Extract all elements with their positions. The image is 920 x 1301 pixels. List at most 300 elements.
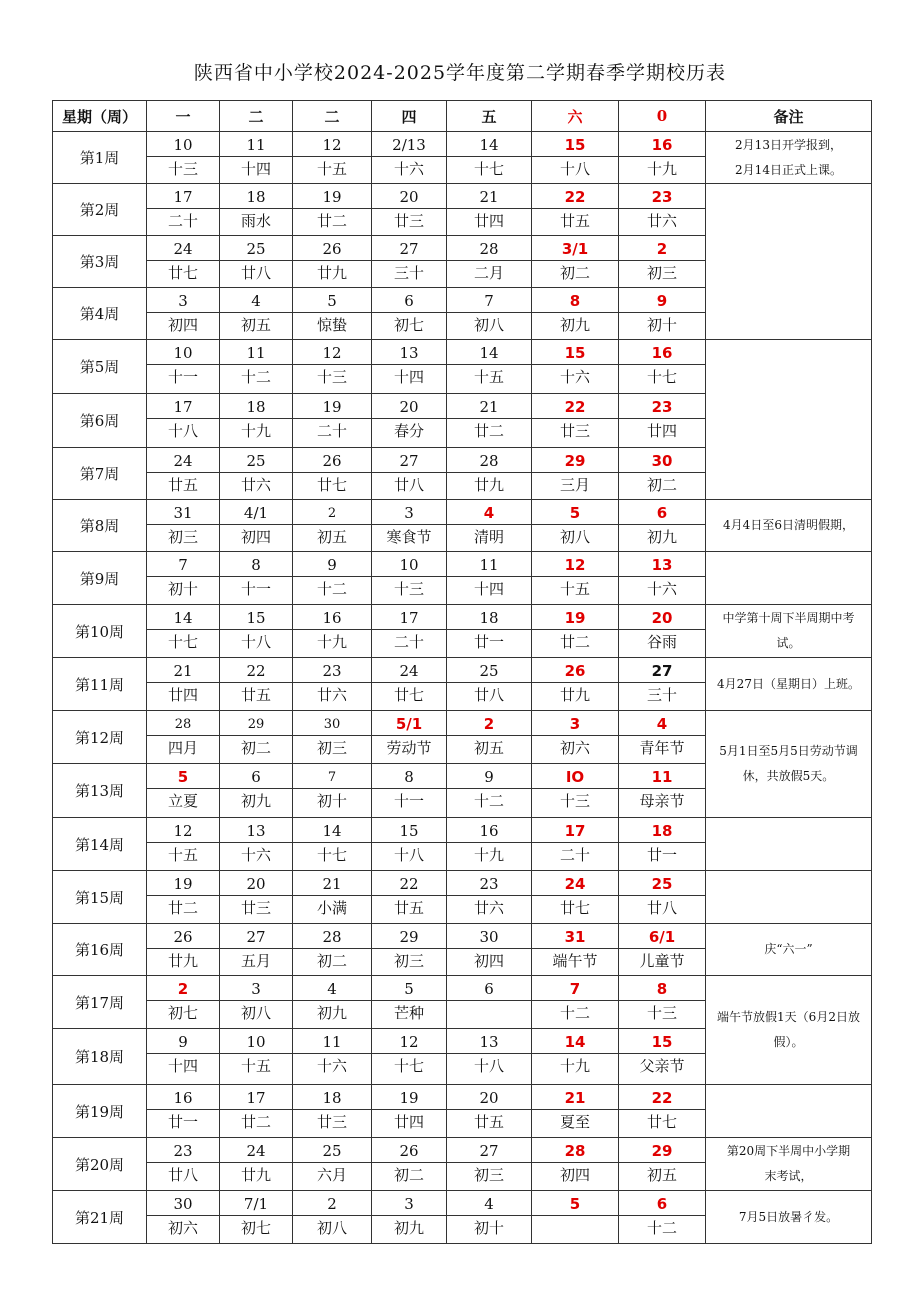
date-number: 2	[293, 1191, 371, 1216]
lunar-date: 三月	[559, 476, 590, 494]
day-cell	[293, 500, 372, 552]
lunar-date: 初十	[316, 792, 347, 810]
lunar-date: 十七	[646, 368, 677, 386]
week-row	[53, 605, 872, 658]
date-number: 13	[220, 818, 292, 843]
date-number: 6	[619, 1191, 705, 1216]
date-number: 11	[619, 764, 705, 789]
day-cell	[293, 340, 372, 394]
lunar-date: 廿二	[167, 899, 198, 917]
date-number: 29	[220, 711, 292, 736]
date-number: 18	[447, 605, 531, 630]
day-cell	[619, 924, 706, 976]
day-cell	[532, 1029, 619, 1085]
lunar-date: 劳动节	[386, 739, 432, 757]
date-number: 26	[293, 236, 371, 261]
date-number: 13	[619, 552, 705, 577]
day-cell	[293, 448, 372, 500]
lunar-date: 廿三	[393, 212, 424, 230]
note-cell: 2月13日开学报到， 2月14日正式上课。	[706, 132, 872, 184]
date-number: 31	[532, 924, 618, 949]
day-cell	[447, 871, 532, 924]
lunar-date: 三十	[646, 686, 677, 704]
day-cell	[372, 340, 447, 394]
day-cell	[220, 764, 293, 818]
date-number: 25	[220, 236, 292, 261]
lunar-date: 廿四	[393, 1113, 424, 1131]
date-number: 30	[147, 1191, 219, 1216]
date-number: 28	[293, 924, 371, 949]
day-cell	[220, 132, 293, 184]
lunar-date: 二十	[393, 633, 424, 651]
date-number: 16	[447, 818, 531, 843]
lunar-date: 廿五	[240, 686, 271, 704]
lunar-date: 十九	[473, 846, 504, 864]
lunar-date: 十四	[473, 580, 504, 598]
date-number: 23	[147, 1138, 219, 1163]
day-cell	[532, 394, 619, 448]
day-cell	[372, 976, 447, 1029]
date-number: 25	[447, 658, 531, 683]
note-cell	[706, 552, 872, 605]
date-number: 22	[220, 658, 292, 683]
day-cell	[619, 184, 706, 236]
day-cell	[372, 764, 447, 818]
date-number: 5	[293, 288, 371, 313]
day-cell	[532, 924, 619, 976]
day-cell	[147, 711, 220, 764]
date-number: 4	[619, 711, 705, 736]
date-number: 21	[447, 394, 531, 419]
lunar-date: 初五	[646, 1166, 677, 1184]
day-cell	[220, 658, 293, 711]
day-cell	[220, 1085, 293, 1138]
day-cell	[619, 711, 706, 764]
lunar-date: 廿六	[240, 476, 271, 494]
week-label: 第21周	[53, 1191, 147, 1244]
date-number: 15	[220, 605, 292, 630]
day-cell	[293, 288, 372, 340]
date-number: 4/1	[220, 500, 292, 525]
lunar-date: 廿八	[393, 476, 424, 494]
date-number: 14	[293, 818, 371, 843]
day-cell	[532, 818, 619, 871]
date-number: 17	[532, 818, 618, 843]
date-number: 7/1	[220, 1191, 292, 1216]
day-cell	[532, 976, 619, 1029]
week-row	[53, 1138, 872, 1191]
note-cell	[706, 818, 872, 871]
date-number: 7	[532, 976, 618, 1001]
lunar-date: 初八	[316, 1219, 347, 1237]
lunar-date: 廿六	[646, 212, 677, 230]
day-cell	[447, 605, 532, 658]
date-number: 21	[447, 184, 531, 209]
day-cell	[532, 605, 619, 658]
date-number: 12	[293, 132, 371, 157]
date-number: 16	[147, 1085, 219, 1110]
lunar-date: 初三	[167, 528, 198, 546]
lunar-date: 十七	[316, 846, 347, 864]
header-fri: 五	[447, 101, 532, 132]
header-wed: 二	[293, 101, 372, 132]
day-cell	[532, 288, 619, 340]
day-cell	[147, 448, 220, 500]
date-number: 4	[447, 500, 531, 525]
lunar-date: 十七	[393, 1057, 424, 1075]
date-number: 10	[147, 340, 219, 365]
day-cell	[447, 924, 532, 976]
week-label: 第1周	[53, 132, 147, 184]
lunar-date: 廿四	[473, 212, 504, 230]
lunar-date: 廿九	[559, 686, 590, 704]
day-cell	[532, 448, 619, 500]
day-cell	[293, 1085, 372, 1138]
date-number: 2	[619, 236, 705, 261]
day-cell	[147, 552, 220, 605]
week-row	[53, 552, 872, 605]
note-cell: 7月5日放暑彳发。	[706, 1191, 872, 1244]
date-number: 7	[447, 288, 531, 313]
week-label: 第8周	[53, 500, 147, 552]
day-cell	[532, 1085, 619, 1138]
day-cell	[220, 288, 293, 340]
lunar-date: 十二	[240, 368, 271, 386]
date-number: 18	[293, 1085, 371, 1110]
note-cell	[706, 184, 872, 340]
lunar-date	[532, 1216, 618, 1242]
lunar-date: 初九	[393, 1219, 424, 1237]
lunar-date: 立夏	[167, 792, 198, 810]
lunar-date: 端午节	[552, 952, 598, 970]
header-sun: 0	[619, 101, 706, 132]
day-cell	[532, 1191, 619, 1244]
day-cell	[372, 1191, 447, 1244]
day-cell	[147, 924, 220, 976]
date-number: 7	[293, 764, 371, 789]
day-cell	[372, 288, 447, 340]
day-cell	[619, 818, 706, 871]
date-number: 11	[220, 132, 292, 157]
lunar-date: 廿八	[473, 686, 504, 704]
lunar-date: 十八	[473, 1057, 504, 1075]
date-number: 18	[220, 394, 292, 419]
week-label: 第13周	[53, 764, 147, 818]
date-number: 10	[220, 1029, 292, 1054]
day-cell	[220, 818, 293, 871]
date-number: 5	[532, 500, 618, 525]
date-number: 15	[532, 132, 618, 157]
date-number: 8	[372, 764, 446, 789]
day-cell	[619, 448, 706, 500]
day-cell	[293, 1191, 372, 1244]
date-number: 25	[220, 448, 292, 473]
lunar-date: 二十	[167, 212, 198, 230]
day-cell	[147, 184, 220, 236]
lunar-date: 十六	[646, 580, 677, 598]
lunar-date: 母亲节	[639, 792, 685, 810]
lunar-date: 十八	[393, 846, 424, 864]
lunar-date: 初四	[559, 1166, 590, 1184]
day-cell	[372, 924, 447, 976]
day-cell	[293, 394, 372, 448]
date-number: 4	[293, 976, 371, 1001]
lunar-date: 初三	[393, 952, 424, 970]
date-number: 12	[372, 1029, 446, 1054]
date-number: 6	[220, 764, 292, 789]
lunar-date: 廿二	[316, 212, 347, 230]
date-number: 28	[532, 1138, 618, 1163]
day-cell	[220, 448, 293, 500]
lunar-date: 二月	[473, 264, 504, 282]
lunar-date: 小满	[316, 899, 347, 917]
day-cell	[293, 1029, 372, 1085]
date-number: 2/13	[372, 132, 446, 157]
date-number: 19	[532, 605, 618, 630]
day-cell	[372, 500, 447, 552]
lunar-date: 初三	[646, 264, 677, 282]
lunar-date: 廿一	[167, 1113, 198, 1131]
date-number: 23	[293, 658, 371, 683]
lunar-date: 廿五	[167, 476, 198, 494]
day-cell	[447, 1138, 532, 1191]
day-cell	[372, 711, 447, 764]
lunar-date: 十四	[167, 1057, 198, 1075]
date-number: 7	[147, 552, 219, 577]
date-number: 14	[147, 605, 219, 630]
day-cell	[447, 132, 532, 184]
day-cell	[532, 658, 619, 711]
date-number: 20	[220, 871, 292, 896]
week-row	[53, 658, 872, 711]
lunar-date: 十一	[240, 580, 271, 598]
lunar-date: 廿三	[559, 422, 590, 440]
day-cell	[372, 605, 447, 658]
lunar-date: 十五	[240, 1057, 271, 1075]
header-week: 星期（周）	[53, 101, 147, 132]
day-cell	[147, 976, 220, 1029]
lunar-date	[447, 1001, 531, 1027]
week-label: 第11周	[53, 658, 147, 711]
lunar-date: 廿七	[316, 476, 347, 494]
day-cell	[447, 340, 532, 394]
lunar-date: 十七	[473, 160, 504, 178]
day-cell	[372, 552, 447, 605]
day-cell	[619, 764, 706, 818]
lunar-date: 初二	[559, 264, 590, 282]
day-cell	[293, 924, 372, 976]
day-cell	[220, 340, 293, 394]
week-row	[53, 924, 872, 976]
date-number: 14	[532, 1029, 618, 1054]
week-label: 第15周	[53, 871, 147, 924]
week-row	[53, 711, 872, 764]
lunar-date: 十五	[167, 846, 198, 864]
day-cell	[293, 818, 372, 871]
date-number: 13	[447, 1029, 531, 1054]
day-cell	[447, 818, 532, 871]
date-number: 16	[619, 340, 705, 365]
lunar-date: 廿四	[646, 422, 677, 440]
day-cell	[447, 764, 532, 818]
week-row	[53, 976, 872, 1029]
date-number: 20	[619, 605, 705, 630]
day-cell	[147, 818, 220, 871]
date-number: 20	[447, 1085, 531, 1110]
week-label: 第9周	[53, 552, 147, 605]
week-label: 第19周	[53, 1085, 147, 1138]
week-label: 第6周	[53, 394, 147, 448]
date-number: 12	[532, 552, 618, 577]
date-number: 3/1	[532, 236, 618, 261]
day-cell	[447, 976, 532, 1029]
date-number: 19	[372, 1085, 446, 1110]
lunar-date: 十九	[559, 1057, 590, 1075]
date-number: 27	[447, 1138, 531, 1163]
date-number: 26	[532, 658, 618, 683]
lunar-date: 初六	[167, 1219, 198, 1237]
lunar-date: 廿九	[473, 476, 504, 494]
date-number: 11	[293, 1029, 371, 1054]
lunar-date: 初九	[646, 528, 677, 546]
date-number: 4	[220, 288, 292, 313]
lunar-date: 初五	[473, 739, 504, 757]
day-cell	[372, 1138, 447, 1191]
day-cell	[372, 658, 447, 711]
date-number: 28	[447, 448, 531, 473]
day-cell	[220, 1029, 293, 1085]
lunar-date: 十五	[473, 368, 504, 386]
week-label: 第10周	[53, 605, 147, 658]
lunar-date: 十六	[240, 846, 271, 864]
day-cell	[447, 448, 532, 500]
lunar-date: 十二	[559, 1004, 590, 1022]
date-number: 19	[293, 184, 371, 209]
date-number: 2	[147, 976, 219, 1001]
lunar-date: 十二	[646, 1219, 677, 1237]
date-number: 30	[447, 924, 531, 949]
day-cell	[447, 236, 532, 288]
date-number: 21	[532, 1085, 618, 1110]
lunar-date: 廿三	[240, 899, 271, 917]
lunar-date: 春分	[393, 422, 424, 440]
day-cell	[372, 132, 447, 184]
day-cell	[220, 871, 293, 924]
week-row	[53, 818, 872, 871]
date-number: 17	[147, 394, 219, 419]
lunar-date: 十三	[167, 160, 198, 178]
lunar-date: 初八	[473, 316, 504, 334]
lunar-date: 十五	[559, 580, 590, 598]
date-number: 8	[619, 976, 705, 1001]
date-number: 24	[147, 448, 219, 473]
lunar-date: 六月	[316, 1166, 347, 1184]
day-cell	[293, 658, 372, 711]
date-number: 22	[532, 184, 618, 209]
day-cell	[293, 764, 372, 818]
day-cell	[220, 552, 293, 605]
date-number: 23	[619, 394, 705, 419]
week-label: 第3周	[53, 236, 147, 288]
lunar-date: 初九	[316, 1004, 347, 1022]
lunar-date: 二十	[316, 422, 347, 440]
day-cell	[619, 552, 706, 605]
lunar-date: 廿一	[473, 633, 504, 651]
day-cell	[147, 658, 220, 711]
week-row	[53, 132, 872, 184]
date-number: 5	[372, 976, 446, 1001]
day-cell	[293, 184, 372, 236]
lunar-date: 十九	[316, 633, 347, 651]
date-number: 24	[532, 871, 618, 896]
day-cell	[220, 394, 293, 448]
day-cell	[372, 1029, 447, 1085]
date-number: 25	[619, 871, 705, 896]
date-number: 27	[372, 448, 446, 473]
day-cell	[447, 500, 532, 552]
day-cell	[220, 711, 293, 764]
lunar-date: 廿三	[316, 1113, 347, 1131]
lunar-date: 十八	[167, 422, 198, 440]
lunar-date: 四月	[167, 739, 198, 757]
lunar-date: 初二	[316, 952, 347, 970]
week-label: 第18周	[53, 1029, 147, 1085]
date-number: 9	[447, 764, 531, 789]
day-cell	[220, 1138, 293, 1191]
date-number: 12	[293, 340, 371, 365]
week-row	[53, 340, 872, 394]
date-number: 22	[372, 871, 446, 896]
day-cell	[619, 1029, 706, 1085]
day-cell	[293, 871, 372, 924]
day-cell	[147, 1085, 220, 1138]
week-label: 第14周	[53, 818, 147, 871]
date-number: 6	[619, 500, 705, 525]
day-cell	[619, 658, 706, 711]
header-row	[53, 101, 872, 132]
day-cell	[293, 1138, 372, 1191]
date-number: 19	[147, 871, 219, 896]
day-cell	[532, 184, 619, 236]
note-cell: 5月1日至5月5日劳动节调 休，共放假5天。	[706, 711, 872, 818]
lunar-date: 廿一	[646, 846, 677, 864]
lunar-date: 初五	[316, 528, 347, 546]
header-tue: 二	[220, 101, 293, 132]
lunar-date: 廿四	[167, 686, 198, 704]
date-number: 6/1	[619, 924, 705, 949]
day-cell	[147, 764, 220, 818]
lunar-date: 初六	[559, 739, 590, 757]
lunar-date: 青年节	[639, 739, 685, 757]
date-number: 3	[147, 288, 219, 313]
date-number: 9	[147, 1029, 219, 1054]
date-number: 25	[293, 1138, 371, 1163]
date-number: 20	[372, 394, 446, 419]
day-cell	[447, 184, 532, 236]
day-cell	[532, 340, 619, 394]
lunar-date: 初九	[240, 792, 271, 810]
lunar-date: 父亲节	[639, 1057, 685, 1075]
date-number: 31	[147, 500, 219, 525]
date-number: 24	[372, 658, 446, 683]
lunar-date: 十三	[393, 580, 424, 598]
day-cell	[619, 340, 706, 394]
lunar-date: 初七	[167, 1004, 198, 1022]
lunar-date: 初十	[473, 1219, 504, 1237]
day-cell	[293, 132, 372, 184]
lunar-date: 廿六	[473, 899, 504, 917]
day-cell	[147, 236, 220, 288]
